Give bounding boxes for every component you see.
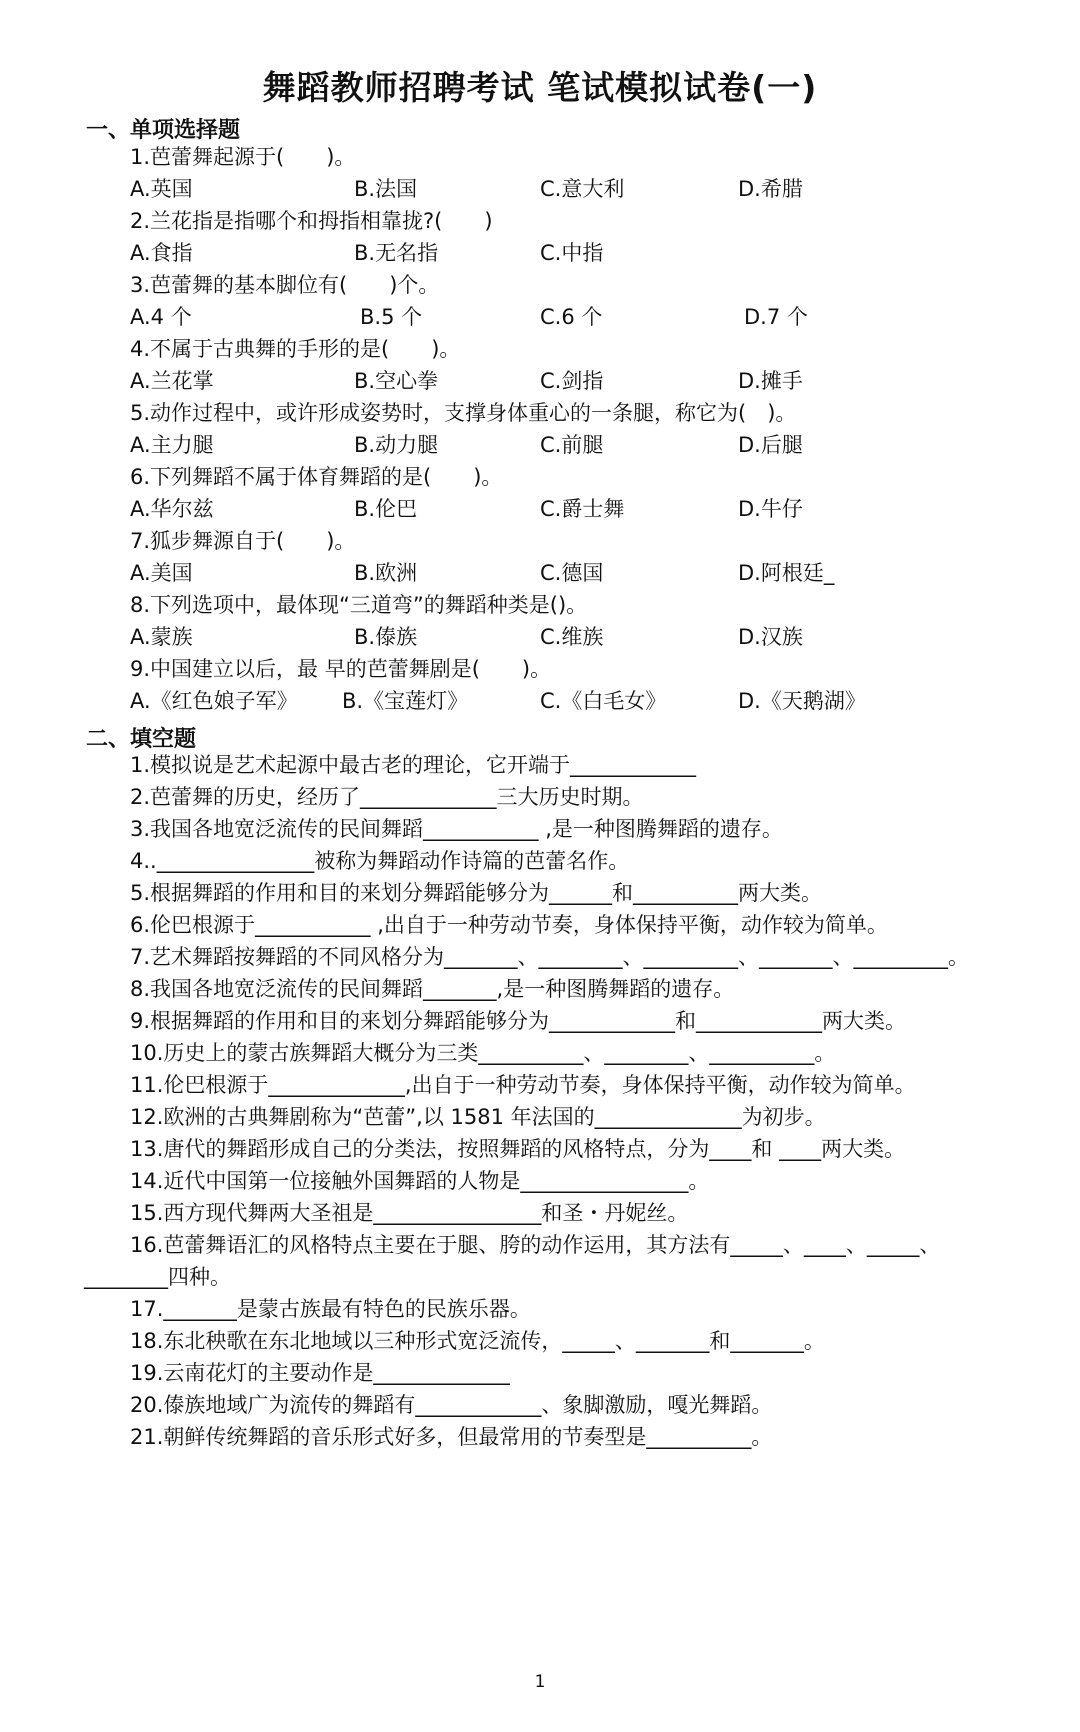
mc-option: D.后腿 bbox=[738, 433, 803, 457]
fill-question: 20.傣族地域广为流传的舞蹈有____________、象脚激励，嘎光舞蹈。 bbox=[130, 1393, 773, 1417]
mc-option: C.《白毛女》 bbox=[540, 689, 667, 713]
fill-question: 12.欧洲的古典舞剧称为“芭蕾”,以 1581 年法国的______________为初步。 bbox=[130, 1105, 826, 1129]
fill-question: 14.近代中国第一位接触外国舞蹈的人物是________________。 bbox=[130, 1169, 710, 1193]
fill-question: 1.模拟说是艺术起源中最古老的理论，它开端于____________ bbox=[130, 753, 697, 777]
mc-option: A.美国 bbox=[130, 561, 193, 585]
mc-question-5: 5.动作过程中，或许形成姿势时，支撑身体重心的一条腿，称它为( )。 bbox=[130, 401, 797, 425]
mc-option: B.无名指 bbox=[354, 241, 439, 265]
mc-option: C.剑指 bbox=[540, 369, 604, 393]
fill-question: 10.历史上的蒙古族舞蹈大概分为三类__________、________、__________。 bbox=[130, 1041, 836, 1065]
mc-option: A.食指 bbox=[130, 241, 193, 265]
mc-option: B.伦巴 bbox=[354, 497, 418, 521]
mc-option: A.英国 bbox=[130, 177, 193, 201]
fill-question: 17._______是蒙古族最有特色的民族乐器。 bbox=[130, 1297, 531, 1321]
fill-question: 4.._______________被称为舞蹈动作诗篇的芭蕾名作。 bbox=[130, 849, 630, 873]
fill-question-continuation: ________四种。 bbox=[84, 1265, 231, 1289]
mc-option: B.《宝莲灯》 bbox=[342, 689, 469, 713]
fill-question: 16.芭蕾舞语汇的风格特点主要在于腿、胯的动作运用，其方法有_____、____、_____、 bbox=[130, 1233, 941, 1257]
mc-option: B.法国 bbox=[354, 177, 418, 201]
mc-option: A.蒙族 bbox=[130, 625, 193, 649]
mc-option: D.《天鹅湖》 bbox=[738, 689, 866, 713]
fill-question: 21.朝鲜传统舞蹈的音乐形式好多，但最常用的节奏型是__________。 bbox=[130, 1425, 773, 1449]
mc-question-2: 2.兰花指是指哪个和拇指相靠拢?( ) bbox=[130, 209, 493, 233]
mc-option: D.摊手 bbox=[738, 369, 803, 393]
page-number: 1 bbox=[534, 1672, 546, 1692]
mc-option: B.欧洲 bbox=[354, 561, 418, 585]
mc-option: C.爵士舞 bbox=[540, 497, 625, 521]
fill-question: 19.云南花灯的主要动作是_____________ bbox=[130, 1361, 510, 1385]
mc-question-7: 7.狐步舞源自于( )。 bbox=[130, 529, 356, 553]
section-heading-multiple-choice: 一、单项选择题 bbox=[86, 118, 241, 143]
mc-question-4: 4.不属于古典舞的手形的是( )。 bbox=[130, 337, 461, 361]
mc-question-8: 8.下列选项中，最体现“三道弯”的舞蹈种类是()。 bbox=[130, 593, 588, 617]
fill-question: 13.唐代的舞蹈形成自己的分类法，按照舞蹈的风格特点，分为____和 ____两大类。 bbox=[130, 1137, 906, 1161]
mc-question-9: 9.中国建立以后，最 早的芭蕾舞剧是( )。 bbox=[130, 657, 552, 681]
fill-question: 11.伦巴根源于_____________,出自于一种劳动节奏，身体保持平衡，动作较为简单。 bbox=[130, 1073, 916, 1097]
mc-option: D.7 个 bbox=[744, 305, 808, 329]
fill-question: 18.东北秧歌在东北地域以三种形式宽泛流传，_____、_______和_______。 bbox=[130, 1329, 825, 1353]
fill-question: 3.我国各地宽泛流传的民间舞蹈___________ ,是一种图腾舞蹈的遗存。 bbox=[130, 817, 783, 841]
mc-question-6: 6.下列舞蹈不属于体育舞蹈的是( )。 bbox=[130, 465, 503, 489]
fill-question: 7.艺术舞蹈按舞蹈的不同风格分为_______、________、_________、_______、_________。 bbox=[130, 945, 970, 969]
mc-option: C.6 个 bbox=[540, 305, 603, 329]
mc-option: C.德国 bbox=[540, 561, 604, 585]
fill-question: 15.西方现代舞两大圣祖是________________和圣・丹妮丝。 bbox=[130, 1201, 689, 1225]
mc-option: D.牛仔 bbox=[738, 497, 803, 521]
mc-option: A.主力腿 bbox=[130, 433, 214, 457]
mc-option: B.傣族 bbox=[354, 625, 418, 649]
fill-question: 6.伦巴根源于___________ ,出自于一种劳动节奏，身体保持平衡，动作较为简单。 bbox=[130, 913, 888, 937]
fill-question: 2.芭蕾舞的历史，经历了_____________三大历史时期。 bbox=[130, 785, 644, 809]
mc-question-3: 3.芭蕾舞的基本脚位有( )个。 bbox=[130, 273, 440, 297]
fill-question: 9.根据舞蹈的作用和目的来划分舞蹈能够分为____________和____________两大类。 bbox=[130, 1009, 907, 1033]
section-heading-fill-in: 二、填空题 bbox=[86, 727, 197, 752]
page-title: 舞蹈教师招聘考试 笔试模拟试卷(一) bbox=[262, 68, 818, 107]
mc-option: A.兰花掌 bbox=[130, 369, 214, 393]
mc-option: C.中指 bbox=[540, 241, 604, 265]
mc-option: B.动力腿 bbox=[354, 433, 439, 457]
mc-option: A.华尔兹 bbox=[130, 497, 214, 521]
mc-option: C.维族 bbox=[540, 625, 604, 649]
fill-question: 8.我国各地宽泛流传的民间舞蹈_______,是一种图腾舞蹈的遗存。 bbox=[130, 977, 735, 1001]
mc-option: D.汉族 bbox=[738, 625, 803, 649]
mc-option: A.4 个 bbox=[130, 305, 192, 329]
mc-option: D.阿根廷_ bbox=[738, 561, 835, 585]
fill-question: 5.根据舞蹈的作用和目的来划分舞蹈能够分为______和__________两大类。 bbox=[130, 881, 823, 905]
mc-option: C.前腿 bbox=[540, 433, 604, 457]
mc-option: D.希腊 bbox=[738, 177, 803, 201]
mc-option: C.意大利 bbox=[540, 177, 625, 201]
mc-option: B.5 个 bbox=[360, 305, 423, 329]
mc-option: B.空心拳 bbox=[354, 369, 439, 393]
mc-option: A.《红色娘子军》 bbox=[130, 689, 298, 713]
mc-question-1: 1.芭蕾舞起源于( )。 bbox=[130, 145, 356, 169]
